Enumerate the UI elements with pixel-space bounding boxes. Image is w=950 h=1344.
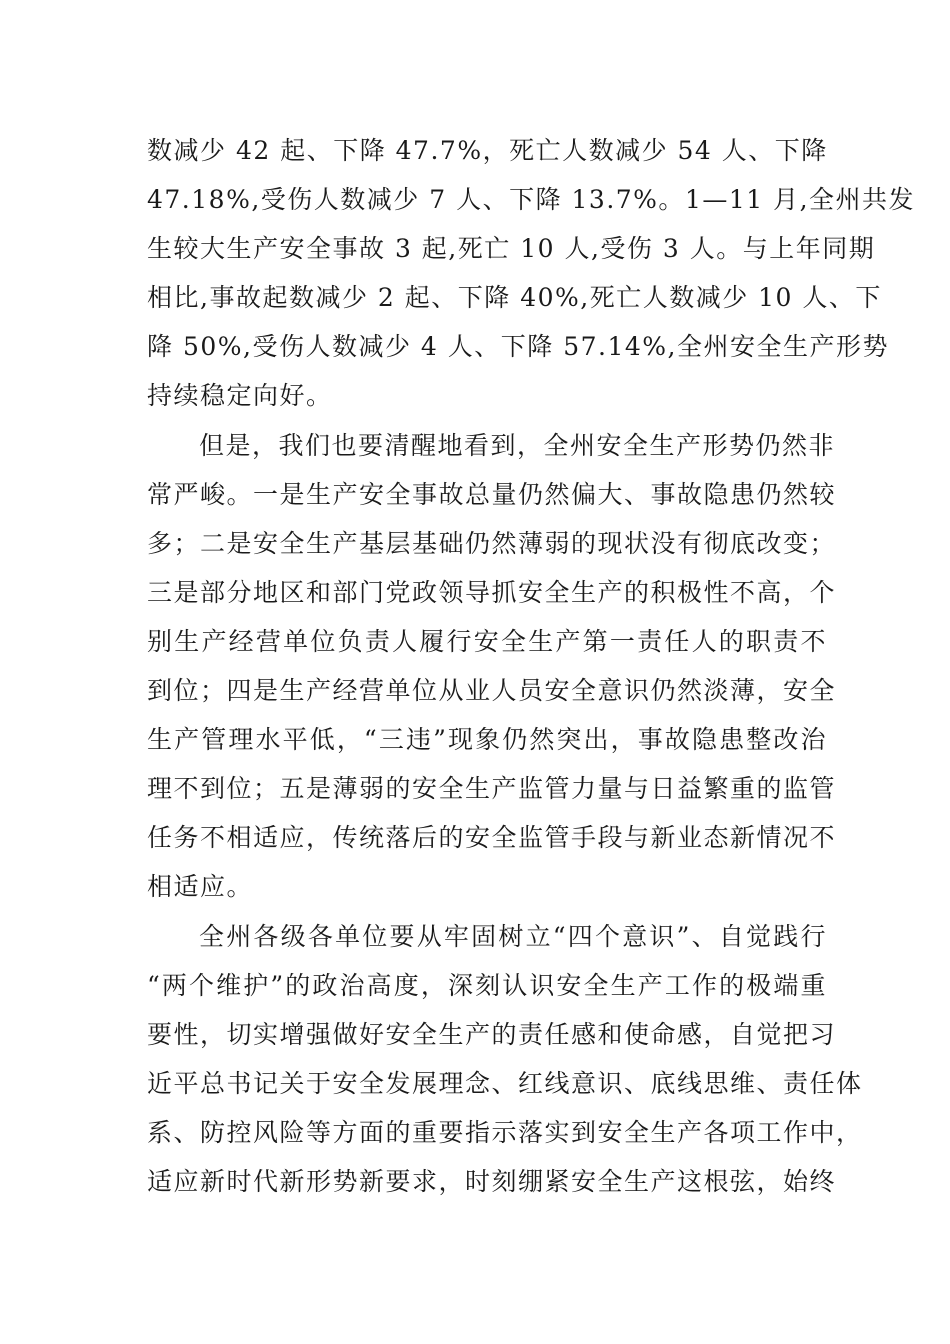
text-line: 相适应。 [147, 872, 254, 902]
text-line: 任务不相适应，传统落后的安全监管手段与新业态新情况不 [147, 823, 837, 853]
text-line: 生较大生产安全事故 3 起,死亡 10 人,受伤 3 人。与上年同期 [147, 234, 876, 264]
text-line: 47.18%,受伤人数减少 7 人、下降 13.7%。1—11 月,全州共发 [147, 185, 916, 215]
text-line: 近平总书记关于安全发展理念、红线意识、底线思维、责任体 [147, 1068, 863, 1098]
text-line: 系、防控风险等方面的重要指示落实到安全生产各项工作中， [147, 1117, 863, 1147]
text-line: 理不到位；五是薄弱的安全生产监管力量与日益繁重的监管 [147, 774, 837, 804]
text-line: 相比,事故起数减少 2 起、下降 40%,死亡人数减少 10 人、下 [147, 283, 882, 313]
text-line: 适应新时代新形势新要求，时刻绷紧安全生产这根弦，始终 [147, 1166, 837, 1196]
text-line: 到位；四是生产经营单位从业人员安全意识仍然淡薄，安全 [147, 676, 837, 706]
paragraph-first-line: 全州各级各单位要从牢固树立“四个意识”、自觉践行 [199, 921, 827, 951]
text-line: 数减少 42 起、下降 47.7%，死亡人数减少 54 人、下降 [147, 136, 828, 165]
text-line: 降 50%,受伤人数减少 4 人、下降 57.14%,全州安全生产形势 [147, 332, 889, 362]
text-line: 多；二是安全生产基层基础仍然薄弱的现状没有彻底改变； [147, 528, 837, 558]
text-line: “两个维护”的政治高度，深刻认识安全生产工作的极端重 [147, 970, 827, 1000]
text-line: 三是部分地区和部门党政领导抓安全生产的积极性不高，个 [147, 577, 837, 607]
text-line: 生产管理水平低，“三违”现象仍然突出，事故隐患整改治 [147, 725, 827, 755]
text-line: 持续稳定向好。 [147, 381, 333, 411]
text-line: 别生产经营单位负责人履行安全生产第一责任人的职责不 [147, 626, 827, 656]
text-line: 要性，切实增强做好安全生产的责任感和使命感，自觉把习 [147, 1019, 837, 1049]
text-line: 常严峻。一是生产安全事故总量仍然偏大、事故隐患仍然较 [147, 479, 837, 509]
body-text [147, 126, 916, 1206]
paragraph-first-line: 但是，我们也要清醒地看到，全州安全生产形势仍然非 [199, 430, 836, 460]
